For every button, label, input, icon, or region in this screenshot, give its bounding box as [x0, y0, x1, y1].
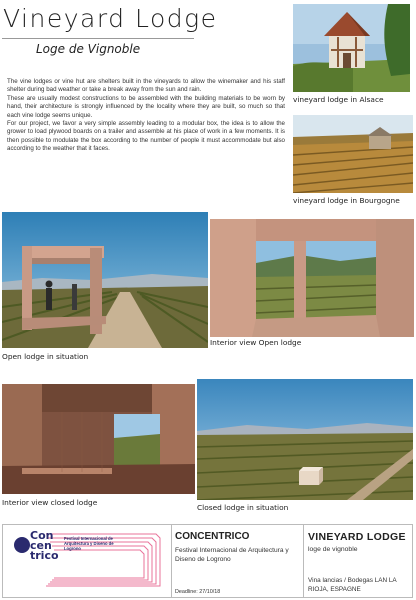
project-title: VINEYARD LODGE: [308, 531, 406, 543]
page-title: Vineyard Lodge: [3, 4, 218, 33]
caption-open-situation: Open lodge in situation: [2, 352, 89, 361]
title-divider: [2, 38, 194, 39]
concentrico-logo: [6, 528, 166, 592]
alsace-lodge-photo: [293, 4, 410, 92]
logo-text: trico: [30, 549, 59, 562]
caption-alsace: vineyard lodge in Alsace: [293, 95, 384, 104]
brand-description: Festival Internacional de Arquitectura y Diseno de Logrono: [175, 547, 289, 563]
caption-bourgogne: vineyard lodge in Bourgogne: [293, 196, 400, 205]
closed-lodge-situation-render: [197, 379, 413, 500]
intro-paragraph: For our project, we favor a very simple assembly leading to a modular box, the idea is to allow the grower to load plywood boards on a trailer and assemble at his place of work in a few moments. It is then possible to modulate the box according to the number of people it must accommodate but also according to the weather that it faces.: [7, 120, 285, 153]
bourgogne-lodge-photo: [293, 115, 413, 193]
deadline-label: Deadline: 27/10/18: [175, 589, 221, 595]
interior-closed-lodge-render: [2, 384, 195, 494]
intro-paragraph: The vine lodges or vine hut are shelters built in the vineyards to allow the winemaker and his staff shelter during bad weather or take a break away from the sun and rain.: [7, 78, 285, 94]
project-location: Vina lancias / Bodegas LAN LA RIOJA, ESPAGNE: [308, 577, 397, 593]
caption-interior-closed: Interior view closed lodge: [2, 498, 98, 507]
page-subtitle: Loge de Vignoble: [36, 42, 141, 56]
interior-open-lodge-render: [210, 219, 414, 337]
logo-text: cen: [30, 539, 52, 552]
brand-name: CONCENTRICO: [175, 531, 250, 542]
logo-tagline: Festival Internacional de Arquitectura y Diseno de Logrono: [64, 536, 114, 551]
caption-interior-open: Interior view Open lodge: [210, 338, 302, 347]
panel-divider: [303, 524, 304, 598]
caption-closed-situation: Closed lodge in situation: [197, 503, 289, 512]
project-subtitle: loge de vignoble: [308, 546, 358, 553]
panel-divider: [171, 524, 172, 598]
intro-paragraph: These are usually modest constructions to be assembled with the building materials to be worn by hand, their architecture is strongly influenced by the locality where they are built, so much so that each vine lodge seems unique.: [7, 94, 285, 119]
logo-text: Con: [30, 529, 54, 542]
open-lodge-situation-render: [2, 212, 208, 348]
intro-text: [7, 78, 285, 154]
